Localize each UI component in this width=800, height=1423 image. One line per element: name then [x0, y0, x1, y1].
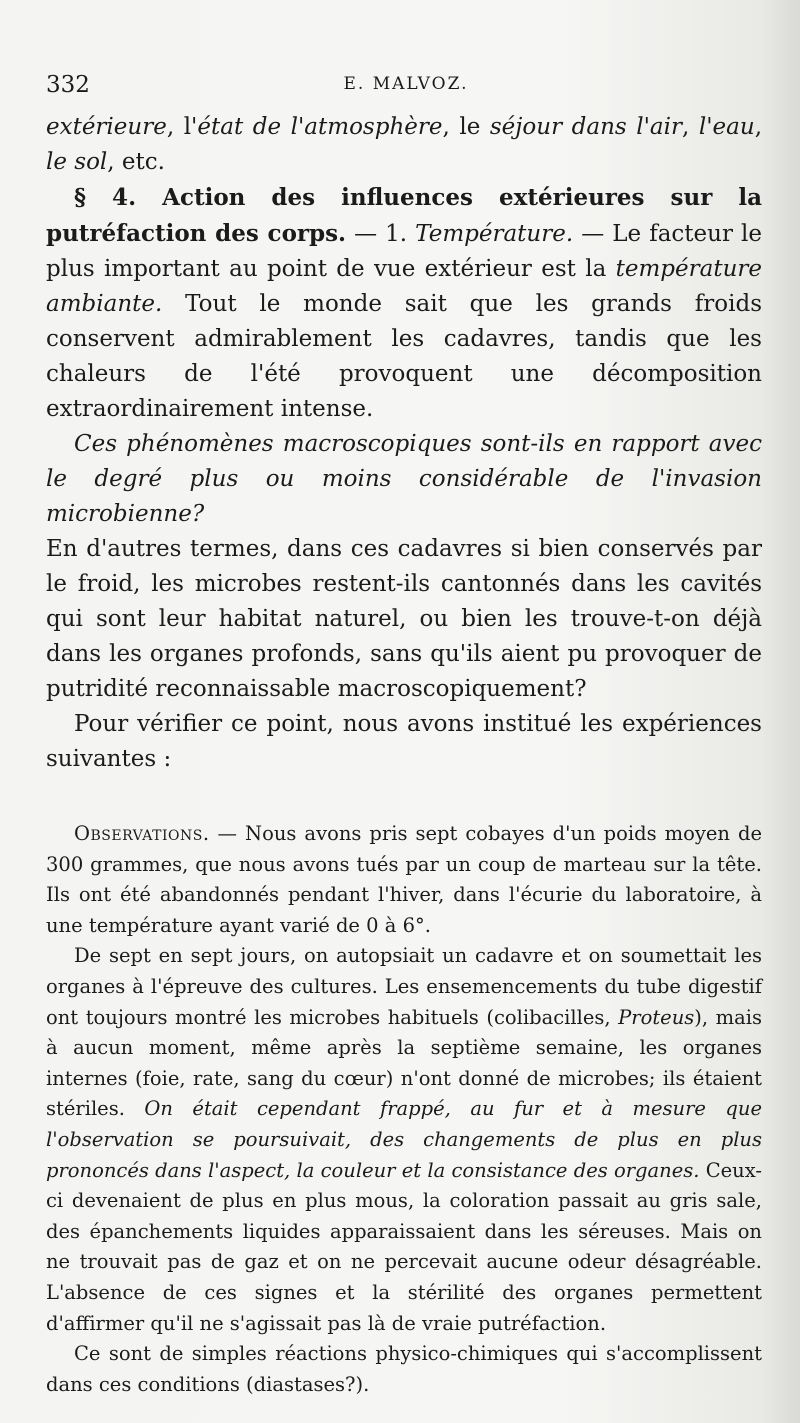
text-run: , etc. — [107, 149, 165, 175]
text-run: , le — [442, 114, 490, 140]
observations-label: Observations. — [74, 822, 210, 845]
italic-text: On était cependant frappé, au fur et à mesure que l'observation se poursuivait, des changements de plus en plus prononcés dans l'aspect, la couleur et la consistance des organes. — [46, 1097, 762, 1182]
text-run: De sept en sept jours, on autopsiait un cadavre et on soumettait les organes à l'épreuve des cultures. Les ensemencements du tube digestif ont toujours montré les microbes habituels (colibacilles, — [46, 944, 762, 1029]
text-run: , l' — [166, 114, 198, 140]
italic-text: séjour dans l'air — [489, 114, 682, 140]
text-run: , — [754, 114, 762, 140]
italic-text: extérieure — [46, 114, 167, 140]
italic-text: l'eau — [698, 114, 755, 140]
running-title: E. MALVOZ. — [343, 74, 469, 94]
question-paragraph: Ces phénomènes macroscopiques sont-ils en rapport avec le degré plus ou moins considérable de l'invasion microbienne? — [46, 431, 762, 527]
page-number: 332 — [46, 72, 90, 98]
section-heading: § 4. Action des influences extérieures sur la putréfaction des corps. — [46, 184, 762, 247]
text-run: — 1. — [346, 221, 416, 247]
observations-paragraph-1 — [46, 819, 762, 941]
observations-block — [46, 819, 762, 1400]
text-run: Ceux-ci devenaient de plus en plus mous, la coloration passait au gris sale, des épanchements liquides apparaissaient dans les séreuses. Mais on ne trouvait pas de gaz et on ne percevait aucune odeur désagréable. L'absence de ces signes et la stérilité des organes permettent d'affirmer qu'il ne s'agissait pas là de vraie putréfaction. — [46, 1158, 762, 1335]
italic-text: Proteus — [618, 1005, 695, 1029]
section-4-paragraph — [46, 180, 762, 427]
running-head — [46, 72, 766, 102]
paragraph-autres-termes: En d'autres termes, dans ces cadavres si bien conservés par le froid, les microbes restent-ils cantonnés dans les cavités qui sont leur habitat naturel, ou bien les trouve-t-on déjà dans les organes profonds, sans qu'ils aient pu provoquer de putridité reconnaissable macroscopiquement? — [46, 536, 762, 702]
text-run: — Le facteur le plus important au point de vue extérieur est la — [46, 221, 762, 282]
subsection-title: Température. — [415, 221, 574, 247]
paragraph-verifier: Pour vérifier ce point, nous avons institué les expériences suivantes : — [46, 711, 762, 772]
text-run: , — [681, 114, 699, 140]
observations-paragraph-3: Ce sont de simples réactions physico-chimiques qui s'accomplissent dans ces conditions (diastases?). — [46, 1342, 762, 1396]
body-text — [46, 110, 762, 1400]
text-run: Tout le monde sait que les grands froids conservent admirablement les cadavres, tandis que les chaleurs de l'été provoquent une décomposition extraordinairement intense. — [46, 291, 762, 422]
italic-text: le sol — [46, 149, 108, 175]
text-run: ), mais à aucun moment, même après la septième semaine, les organes internes (foie, rate, sang du cœur) n'ont donné de microbes; ils étaient stériles. — [46, 1005, 763, 1121]
text-run: — Nous avons pris sept cobayes d'un poids moyen de 300 grammes, que nous avons tués par un coup de marteau sur la tête. Ils ont été abandonnés pendant l'hiver, dans l'écurie du laboratoire, à une température ayant varié de 0 à 6°. — [46, 822, 762, 937]
italic-text: température ambiante. — [46, 256, 762, 317]
paragraph-continuation — [46, 110, 762, 180]
main-text — [46, 110, 762, 777]
italic-text: état de l'atmosphère — [197, 114, 443, 140]
observations-paragraph-2 — [46, 941, 762, 1339]
